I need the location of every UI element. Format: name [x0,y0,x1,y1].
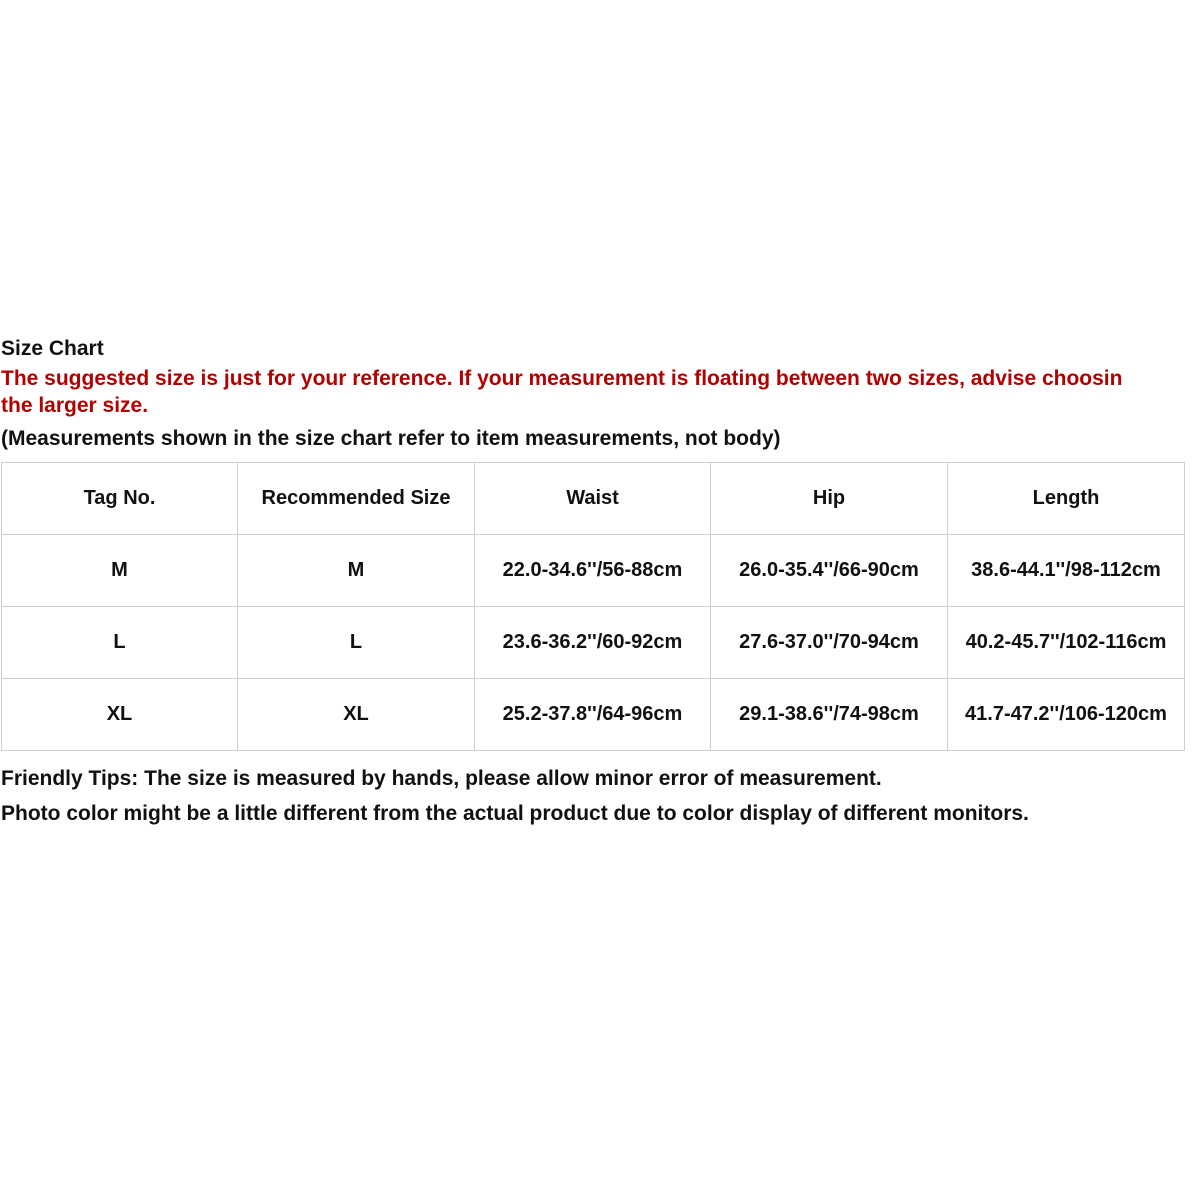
cell-tag-no: L [2,607,238,679]
cell-recommended-size: M [238,535,475,607]
header-hip: Hip [711,463,948,535]
header-waist: Waist [475,463,711,535]
header-tag-no: Tag No. [2,463,238,535]
friendly-tips-text: Friendly Tips: The size is measured by hands, please allow minor error of measurement. [1,767,882,790]
cell-tag-no: XL [2,679,238,751]
size-notice-line-2: the larger size. [1,394,149,417]
cell-waist: 22.0-34.6''/56-88cm [475,535,711,607]
cell-length: 38.6-44.1''/98-112cm [948,535,1185,607]
cell-tag-no: M [2,535,238,607]
cell-waist: 23.6-36.2''/60-92cm [475,607,711,679]
size-table [1,462,1185,751]
cell-length: 40.2-45.7''/102-116cm [948,607,1185,679]
cell-hip: 26.0-35.4''/66-90cm [711,535,948,607]
size-notice-line-1: The suggested size is just for your reference. If your measurement is floating between two sizes, advise choosin [1,367,1123,390]
cell-recommended-size: XL [238,679,475,751]
cell-hip: 27.6-37.0''/70-94cm [711,607,948,679]
table-row [2,679,1185,751]
table-row [2,607,1185,679]
measurement-note: (Measurements shown in the size chart refer to item measurements, not body) [1,427,781,450]
table-row [2,535,1185,607]
cell-length: 41.7-47.2''/106-120cm [948,679,1185,751]
table-header-row [2,463,1185,535]
header-length: Length [948,463,1185,535]
header-recommended-size: Recommended Size [238,463,475,535]
size-chart-sheet [0,333,1200,831]
photo-color-note: Photo color might be a little different from the actual product due to color display of different monitors. [1,802,1029,825]
cell-hip: 29.1-38.6''/74-98cm [711,679,948,751]
cell-waist: 25.2-37.8''/64-96cm [475,679,711,751]
cell-recommended-size: L [238,607,475,679]
size-chart-title: Size Chart [1,337,104,360]
